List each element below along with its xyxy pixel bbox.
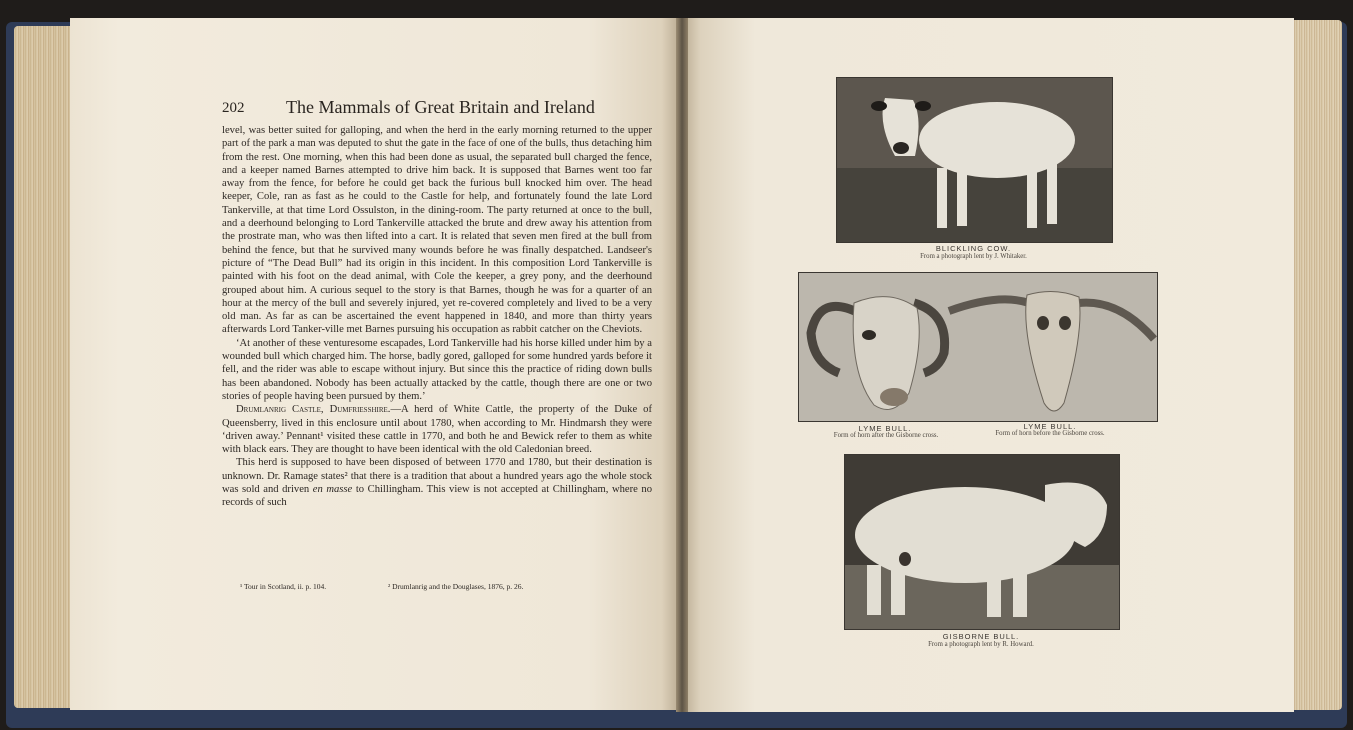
page-number: 202 <box>222 100 245 116</box>
drumlanrig-heading: Drumlanrig Castle, Dumfriesshire. <box>236 404 391 416</box>
footnote-2: ² Drumlanrig and the Douglases, 1876, p. 26. <box>388 582 524 591</box>
plate-3-title: GISBORNE BULL. <box>942 632 1020 641</box>
plate-1-title: BLICKLING COW. <box>935 244 1012 253</box>
gisborne-bull-illustration <box>845 455 1119 629</box>
lyme-bull-illustration <box>799 273 1157 421</box>
paragraph-part: to Chillingham. This view is not accepted at Chillingham, where no records of such <box>222 484 652 509</box>
page-edges-left <box>14 26 76 708</box>
drumlanrig-text: —A herd of White Cattle, the property of the Duke of Queensberry, lived in this enclosure until about 1780, when according to Mr. Hindmarsh they were ‘driven away.’ Pennant¹ visited these cattle in 1770, and both he and Bewick refer to them as white with black ears. They are thought to have been identical with the old Caledonian breed. <box>222 404 652 456</box>
running-title: The Mammals of Great Britain and Ireland <box>286 97 595 117</box>
plate-2b-title: LYME BULL. <box>1023 422 1077 431</box>
paragraph <box>222 456 652 509</box>
blickling-cow-photo <box>836 77 1113 243</box>
plate-2b-credit: Form of horn before the Gisborne cross. <box>995 430 1105 437</box>
body-text <box>222 124 652 510</box>
plate-2a-credit: Form of horn after the Gisborne cross. <box>833 432 939 439</box>
footnote-1: ¹ Tour in Scotland, ii. p. 104. <box>240 582 327 591</box>
lyme-bull-heads-photo <box>798 272 1158 422</box>
book-gutter <box>676 18 688 712</box>
gisborne-bull-photo <box>844 454 1120 630</box>
footnotes <box>240 582 660 594</box>
paragraph: level, was better suited for galloping, and when the herd in the early morning returned to the upper part of the park a man was deputed to shut the gate in the face of one of the bulls, thus detaching him from the rest. One morning, when this had been done as usual, the separated bull charged the fence, and a keeper named Barnes attempted to drive him back. It is supposed that Barnes went too far away from the fence, for before he could get back the furious bull knocked him over. The head keeper, Cole, ran as fast as he could to the Castle for help, and fortunately found the late Lord Tankerville, at that time Lord Ossulston, in the dining-room. The party returned at once to the bull, and a deerhound belonging to Lord Tankerville attacked the brute and drew away his attention from the prostrate man, who was then lifted into a cart. It is related that seven men fired at the bull from behind the fence, but that he survived many wounds before he was finally despatched. Landseer's picture of “The Dead Bull” had its origin in this incident. In this composition Lord Tankerville is painted with his foot on the dead animal, with Cole the keeper, a grey pony, and the deerhound grouped about him. A curious sequel to the story is that Barnes, though he was for a quarter of an hour at the mercy of the bull and severely injured, yet re-covered completely and lived to be a very old man. As far as can be ascertained the event happened in 1840, and more than thirty years afterwards Lord Tanker-ville met Barnes pursuing his occupation as rabbit catcher on the Cheviots. <box>222 125 652 336</box>
plate-2a-title: LYME BULL. <box>858 424 912 433</box>
running-head <box>222 96 682 120</box>
page-edges-right <box>1290 20 1342 710</box>
plate-1-credit: From a photograph lent by J. Whitaker. <box>920 253 1027 260</box>
drumlanrig-paragraph <box>222 403 652 456</box>
paragraph-part: This herd is supposed to have been disposed of between 1770 and 1780, but their destination is unknown. Dr. Ramage states² that there is a tradition that about a hundred years ago the whole stock was sold and driven <box>222 457 652 496</box>
cow-illustration <box>837 78 1112 242</box>
paragraph: ‘At another of these venturesome escapades, Lord Tankerville had his horse killed under him by a wounded bull which charged him. The horse, badly gored, galloped for some hundred yards before it fell, and the rider was able to escape without injury. But since this the practice of riding down bulls has been abandoned. Nobody has been actually attacked by the cattle, though there are one or two stories of people having been pursued by them.’ <box>222 337 652 402</box>
italic-phrase: en masse <box>312 484 353 496</box>
plate-3-credit: From a photograph lent by R. Howard. <box>928 641 1034 648</box>
